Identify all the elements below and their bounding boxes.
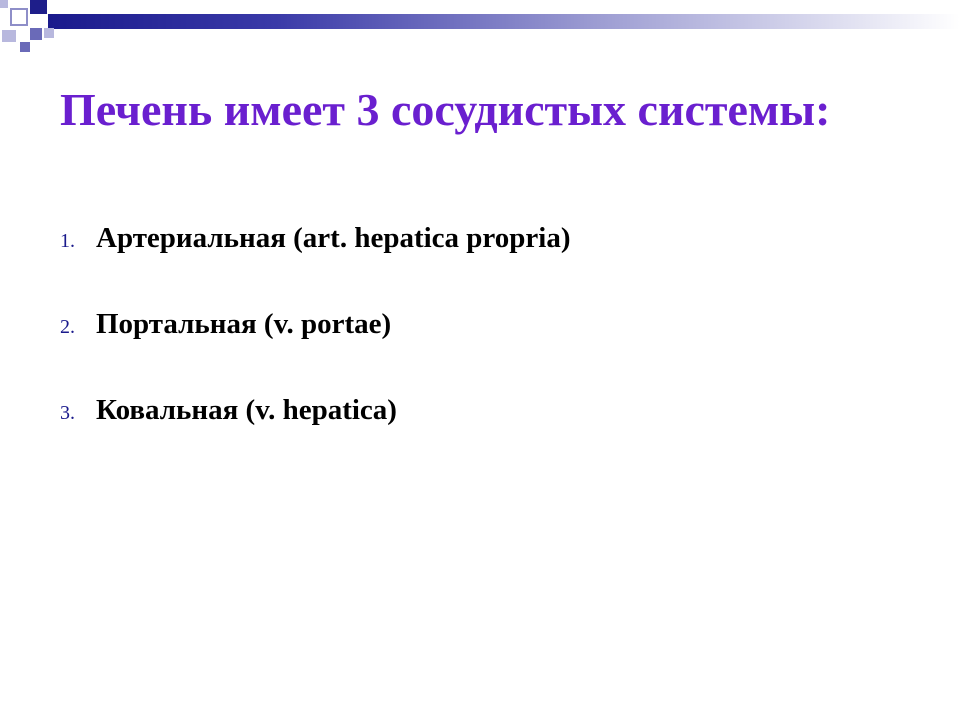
slide-title: Печень имеет 3 сосудистых системы: bbox=[60, 84, 831, 135]
decor-square bbox=[20, 42, 30, 52]
vascular-systems-list bbox=[60, 222, 920, 480]
list-item-number: 1. bbox=[60, 230, 75, 252]
decor-square bbox=[10, 8, 28, 26]
list-item-text: Ковальная (v. hepatica) bbox=[96, 394, 397, 426]
list-item-number: 3. bbox=[60, 402, 75, 424]
header-gradient-bar bbox=[48, 14, 960, 29]
decor-square bbox=[0, 0, 8, 8]
list-item bbox=[60, 308, 920, 394]
decor-square bbox=[2, 30, 16, 42]
list-item bbox=[60, 222, 920, 308]
list-item-text: Портальная (v. portae) bbox=[96, 308, 392, 340]
list-item bbox=[60, 394, 920, 480]
decor-square bbox=[30, 0, 47, 14]
decor-square bbox=[30, 28, 42, 40]
decor-square bbox=[44, 28, 54, 38]
list-item-text: Артериальная (art. hepatica propria) bbox=[96, 222, 571, 254]
list-item-number: 2. bbox=[60, 316, 75, 338]
